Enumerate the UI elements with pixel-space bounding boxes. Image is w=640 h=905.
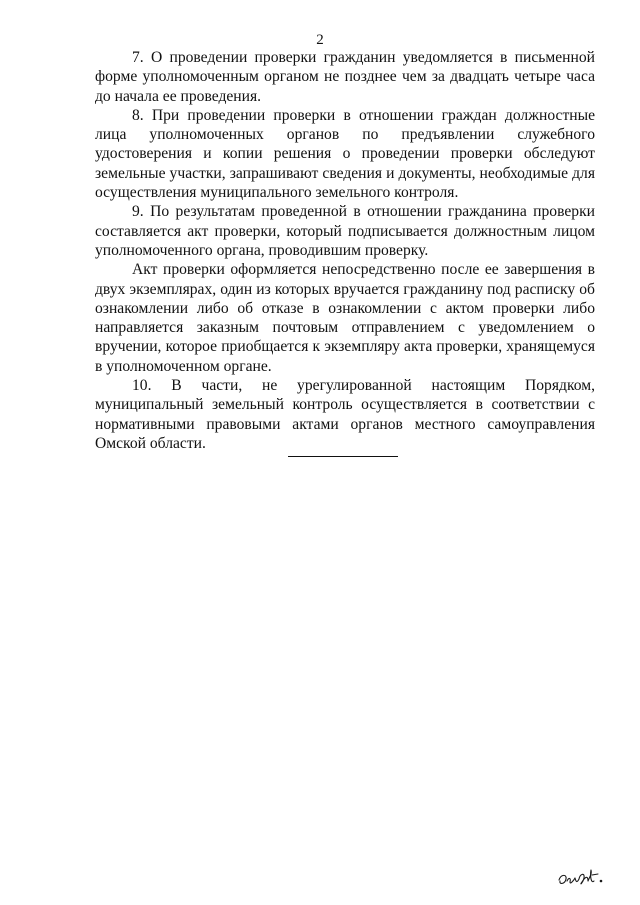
handwritten-initials-signature <box>555 866 605 892</box>
page-number: 2 <box>316 32 324 48</box>
paragraph-9: 9. По результатам проведенной в отношении гражданина проверки составляется акт проверки, который подписывается должностным лицом уполномоченного органа, проводившим проверку. <box>95 203 595 259</box>
end-of-text-rule <box>288 456 398 457</box>
paragraph-7: 7. О проведении проверки гражданин уведомляется в письменной форме уполномоченным органом не позднее чем за двадцать четыре часа до начала ее проведения. <box>95 49 595 105</box>
document-body <box>95 48 595 453</box>
paragraph-10: 10. В части, не урегулированной настоящим Порядком, муниципальный земельный контроль осуществляется в соответствии с нормативными правовыми актами органов местного самоуправления Омской области. <box>95 377 595 452</box>
paragraph-8: 8. При проведении проверки в отношении граждан должностные лица уполномоченных органов по предъявлении служебного удостоверения и копии решения о проведении проверки обследуют земельные участки, запрашивают сведения и документы, необходимые для осуществления муниципального земельного контроля. <box>95 106 595 202</box>
paragraph-act-of-inspection: Акт проверки оформляется непосредственно после ее завершения в двух экземплярах, один из которых вручается гражданину под расписку об ознакомлении либо об отказе в ознакомлении с актом проверки либо направляется заказным почтовым отправлением с уведомлением о вручении, которое приобщается к экземпляру акта проверки, хранящемуся в уполномоченном органе. <box>95 261 595 375</box>
